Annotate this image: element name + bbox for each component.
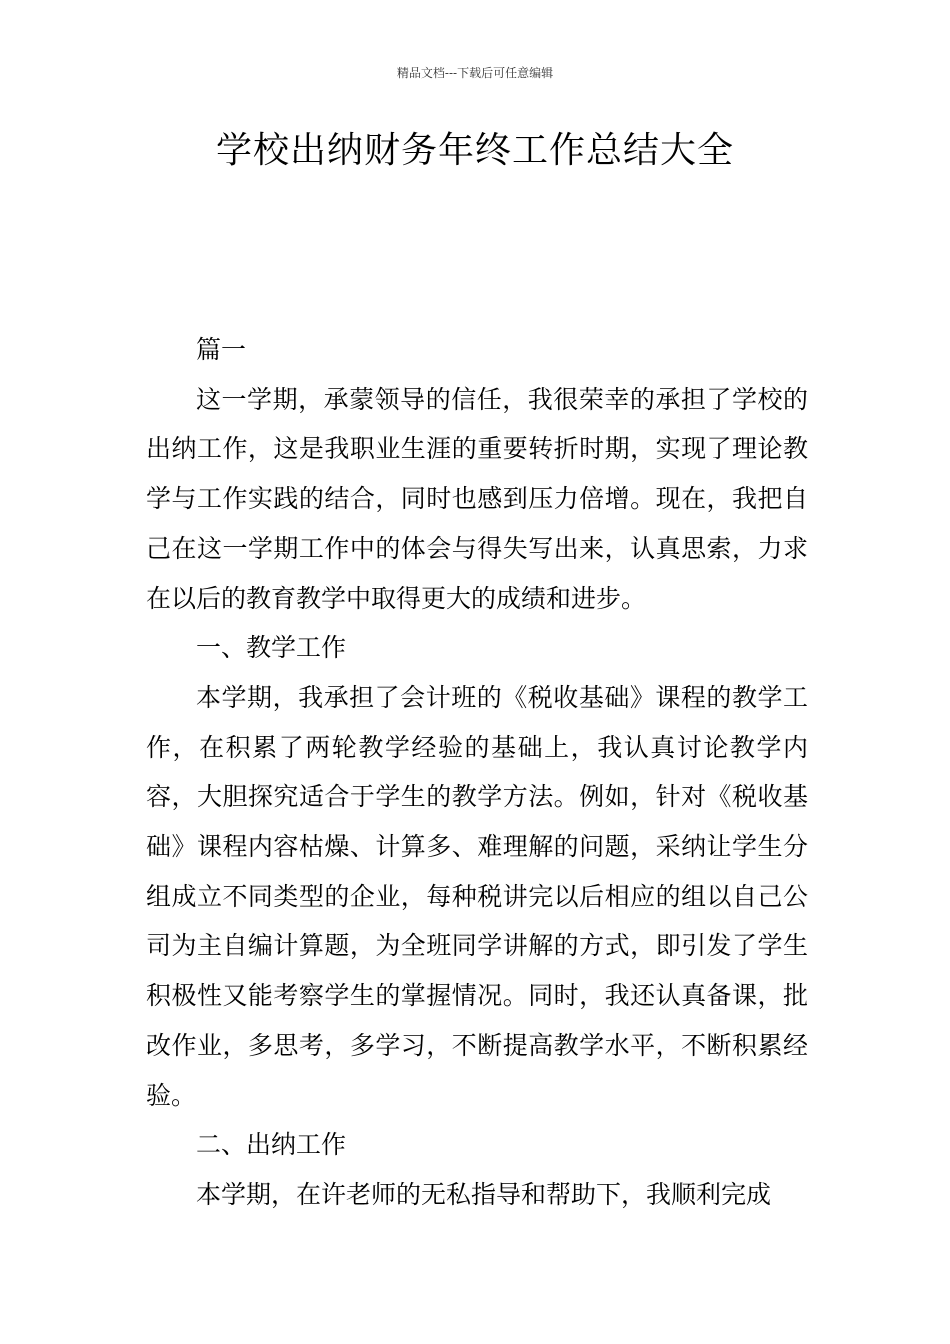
section-heading: 一、教学工作 — [196, 633, 347, 663]
document-title: 学校出纳财务年终工作总结大全 — [215, 130, 734, 171]
paragraph: 本学期，在许老师的无私指导和帮助下，我顺利完成 — [196, 1179, 772, 1209]
document-body — [146, 325, 808, 1220]
header-note: 精品文档---下载后可任意编辑 — [396, 66, 554, 80]
section-label: 篇一 — [196, 335, 247, 364]
paragraph: 本学期，我承担了会计班的《税收基础》课程的教学工作，在积累了两轮教学经验的基础上，我认真讨论教学内容，大胆探究适合于学生的教学方法。例如，针对《税收基础》课程内容枯燥、计算多、难理解的问题，采纳让学生分组成立不同类型的企业，每种税讲完以后相应的组以自己公司为主自编计算题，为全班同学讲解的方式，即引发了学生积极性又能考察学生的掌握情况。同时，我还认真备课，批改作业，多思考，多学习，不断提高教学水平，不断积累经验。 — [146, 682, 808, 1110]
paragraph: 这一学期，承蒙领导的信任，我很荣幸的承担了学校的出纳工作，这是我职业生涯的重要转折时期，实现了理论教学与工作实践的结合，同时也感到压力倍增。现在，我把自己在这一学期工作中的体会与得失写出来，认真思索，力求在以后的教育教学中取得更大的成绩和进步。 — [146, 384, 808, 613]
section-heading: 二、出纳工作 — [196, 1130, 347, 1160]
